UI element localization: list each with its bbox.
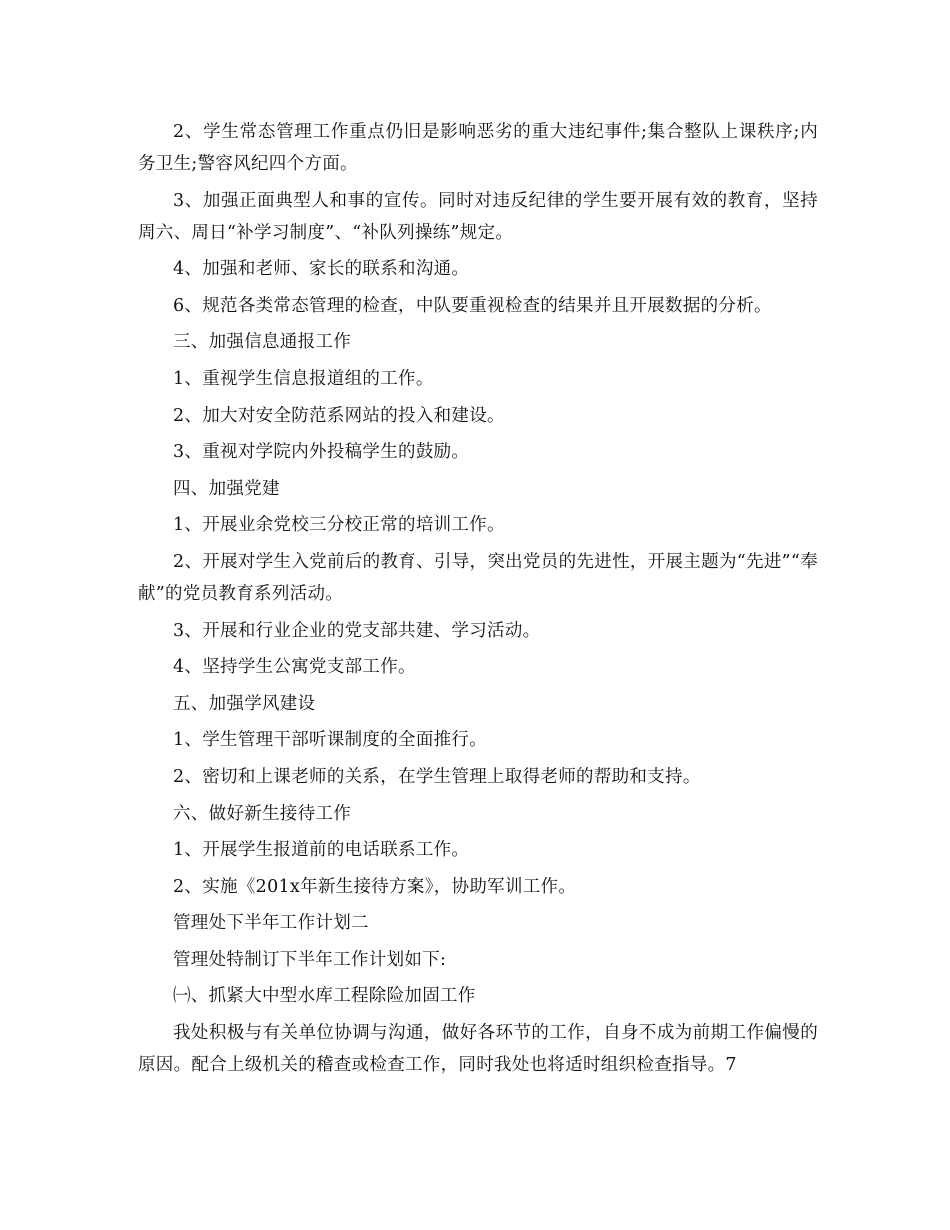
paragraph-4: 6、规范各类常态管理的检查，中队要重视检查的结果并且开展数据的分析。 xyxy=(173,295,772,316)
paragraph-8: 1、开展业余党校三分校正常的培训工作。 xyxy=(173,515,505,536)
paragraph-5: 1、重视学生信息报道组的工作。 xyxy=(173,368,434,389)
paragraph-7: 3、重视对学院内外投稿学生的鼓励。 xyxy=(173,442,470,463)
paragraph-13: 2、密切和上课老师的关系，在学生管理上取得老师的帮助和支持。 xyxy=(173,766,701,787)
document-body xyxy=(138,116,818,1086)
paragraph-10: 3、开展和行业企业的党支部共建、学习活动。 xyxy=(173,620,541,641)
paragraph-11: 4、坚持学生公寓党支部工作。 xyxy=(173,657,416,678)
section-heading-5: 五、加强学风建设 xyxy=(173,693,316,714)
paragraph-1: 2、学生常态管理工作重点仍旧是影响恶劣的重大违纪事件;集合整队上课秩序;内务卫生;警容风纪四个方面。 xyxy=(138,122,818,174)
paragraph-15: 2、实施《201x年新生接待方案》，协助军训工作。 xyxy=(173,876,577,897)
section-heading-3: 三、加强信息通报工作 xyxy=(173,332,351,353)
paragraph-2: 3、加强正面典型人和事的宣传。同时对违反纪律的学生要开展有效的教育，坚持周六、周日“补学习制度”、“补队列操练”规定。 xyxy=(138,190,818,243)
plan-title: 管理处下半年工作计划二 xyxy=(173,913,369,934)
section-heading-6: 六、做好新生接待工作 xyxy=(173,803,351,824)
plan-item-heading: ㈠、抓紧大中型水库工程除险加固工作 xyxy=(173,986,476,1007)
plan-intro: 管理处特制订下半年工作计划如下: xyxy=(173,949,447,970)
section-heading-4: 四、加强党建 xyxy=(173,478,280,499)
paragraph-6: 2、加大对安全防范系网站的投入和建设。 xyxy=(173,405,505,426)
paragraph-9: 2、开展对学生入党前后的教育、引导，突出党员的先进性，开展主题为“先进”“奉献”的党员教育系列活动。 xyxy=(138,551,818,604)
paragraph-12: 1、学生管理干部听课制度的全面推行。 xyxy=(173,730,488,751)
paragraph-14: 1、开展学生报道前的电话联系工作。 xyxy=(173,840,470,861)
paragraph-3: 4、加强和老师、家长的联系和沟通。 xyxy=(173,259,470,280)
paragraph-16: 我处积极与有关单位协调与沟通，做好各环节的工作，自身不成为前期工作偏慢的原因。配合上级机关的稽查或检查工作，同时我处也将适时组织检查指导。7 xyxy=(138,1023,818,1076)
